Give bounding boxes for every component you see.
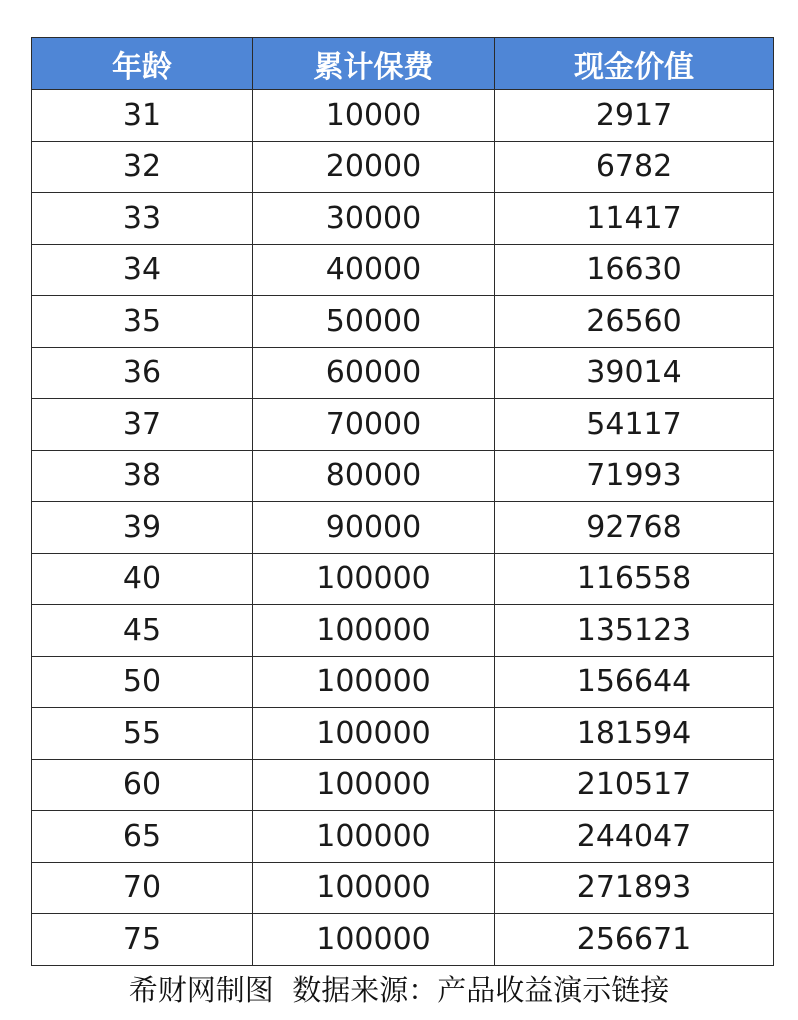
cell-cumulative-premium: 20000 (253, 141, 495, 193)
cell-cumulative-premium: 10000 (253, 90, 495, 142)
cell-age: 45 (32, 605, 253, 657)
cell-cash-value: 16630 (495, 244, 774, 296)
table-row (32, 811, 774, 863)
table-row (32, 141, 774, 193)
cell-cash-value: 11417 (495, 193, 774, 245)
cell-cumulative-premium: 40000 (253, 244, 495, 296)
cash-value-table-container (31, 37, 773, 966)
cell-cash-value: 116558 (495, 553, 774, 605)
cell-cash-value: 39014 (495, 347, 774, 399)
cell-age: 34 (32, 244, 253, 296)
cell-cash-value: 256671 (495, 914, 774, 966)
cell-age: 35 (32, 296, 253, 348)
cell-cumulative-premium: 70000 (253, 399, 495, 451)
cell-cash-value: 71993 (495, 450, 774, 502)
cell-cumulative-premium: 100000 (253, 811, 495, 863)
table-row (32, 605, 774, 657)
caption-source: 数据来源：产品收益演示链接 (292, 973, 670, 1007)
source-caption (0, 968, 798, 1009)
cell-age: 55 (32, 708, 253, 760)
cell-age: 65 (32, 811, 253, 863)
caption-credit: 希财网制图 (128, 973, 274, 1007)
table-row (32, 193, 774, 245)
cell-age: 32 (32, 141, 253, 193)
cell-cumulative-premium: 100000 (253, 553, 495, 605)
cell-cumulative-premium: 100000 (253, 862, 495, 914)
cell-cash-value: 2917 (495, 90, 774, 142)
cell-age: 37 (32, 399, 253, 451)
cell-cumulative-premium: 100000 (253, 914, 495, 966)
cell-age: 31 (32, 90, 253, 142)
cell-age: 36 (32, 347, 253, 399)
cell-cash-value: 6782 (495, 141, 774, 193)
cell-cash-value: 181594 (495, 708, 774, 760)
table-row (32, 708, 774, 760)
table-row (32, 656, 774, 708)
table-row (32, 502, 774, 554)
cell-cumulative-premium: 30000 (253, 193, 495, 245)
header-cash-value: 现金价值 (495, 38, 774, 90)
cell-cash-value: 26560 (495, 296, 774, 348)
cell-cash-value: 135123 (495, 605, 774, 657)
table-row (32, 90, 774, 142)
cell-cumulative-premium: 80000 (253, 450, 495, 502)
cell-age: 40 (32, 553, 253, 605)
cell-cash-value: 54117 (495, 399, 774, 451)
table-row (32, 914, 774, 966)
table-row (32, 296, 774, 348)
table-row (32, 862, 774, 914)
cell-cumulative-premium: 60000 (253, 347, 495, 399)
cell-age: 70 (32, 862, 253, 914)
cell-age: 50 (32, 656, 253, 708)
cell-cash-value: 210517 (495, 759, 774, 811)
cell-cumulative-premium: 90000 (253, 502, 495, 554)
cell-age: 33 (32, 193, 253, 245)
table-row (32, 399, 774, 451)
cell-cumulative-premium: 50000 (253, 296, 495, 348)
table-row (32, 244, 774, 296)
cell-cumulative-premium: 100000 (253, 656, 495, 708)
table-row (32, 759, 774, 811)
cell-age: 75 (32, 914, 253, 966)
table-row (32, 347, 774, 399)
cell-cash-value: 156644 (495, 656, 774, 708)
cell-age: 38 (32, 450, 253, 502)
cell-cash-value: 271893 (495, 862, 774, 914)
header-cumulative-premium: 累计保费 (253, 38, 495, 90)
cell-age: 39 (32, 502, 253, 554)
cell-cash-value: 92768 (495, 502, 774, 554)
cell-cash-value: 244047 (495, 811, 774, 863)
table-row (32, 450, 774, 502)
cash-value-table (31, 37, 774, 966)
cell-cumulative-premium: 100000 (253, 605, 495, 657)
cell-cumulative-premium: 100000 (253, 708, 495, 760)
cell-cumulative-premium: 100000 (253, 759, 495, 811)
table-header-row (32, 38, 774, 90)
cell-age: 60 (32, 759, 253, 811)
header-age: 年龄 (32, 38, 253, 90)
table-row (32, 553, 774, 605)
